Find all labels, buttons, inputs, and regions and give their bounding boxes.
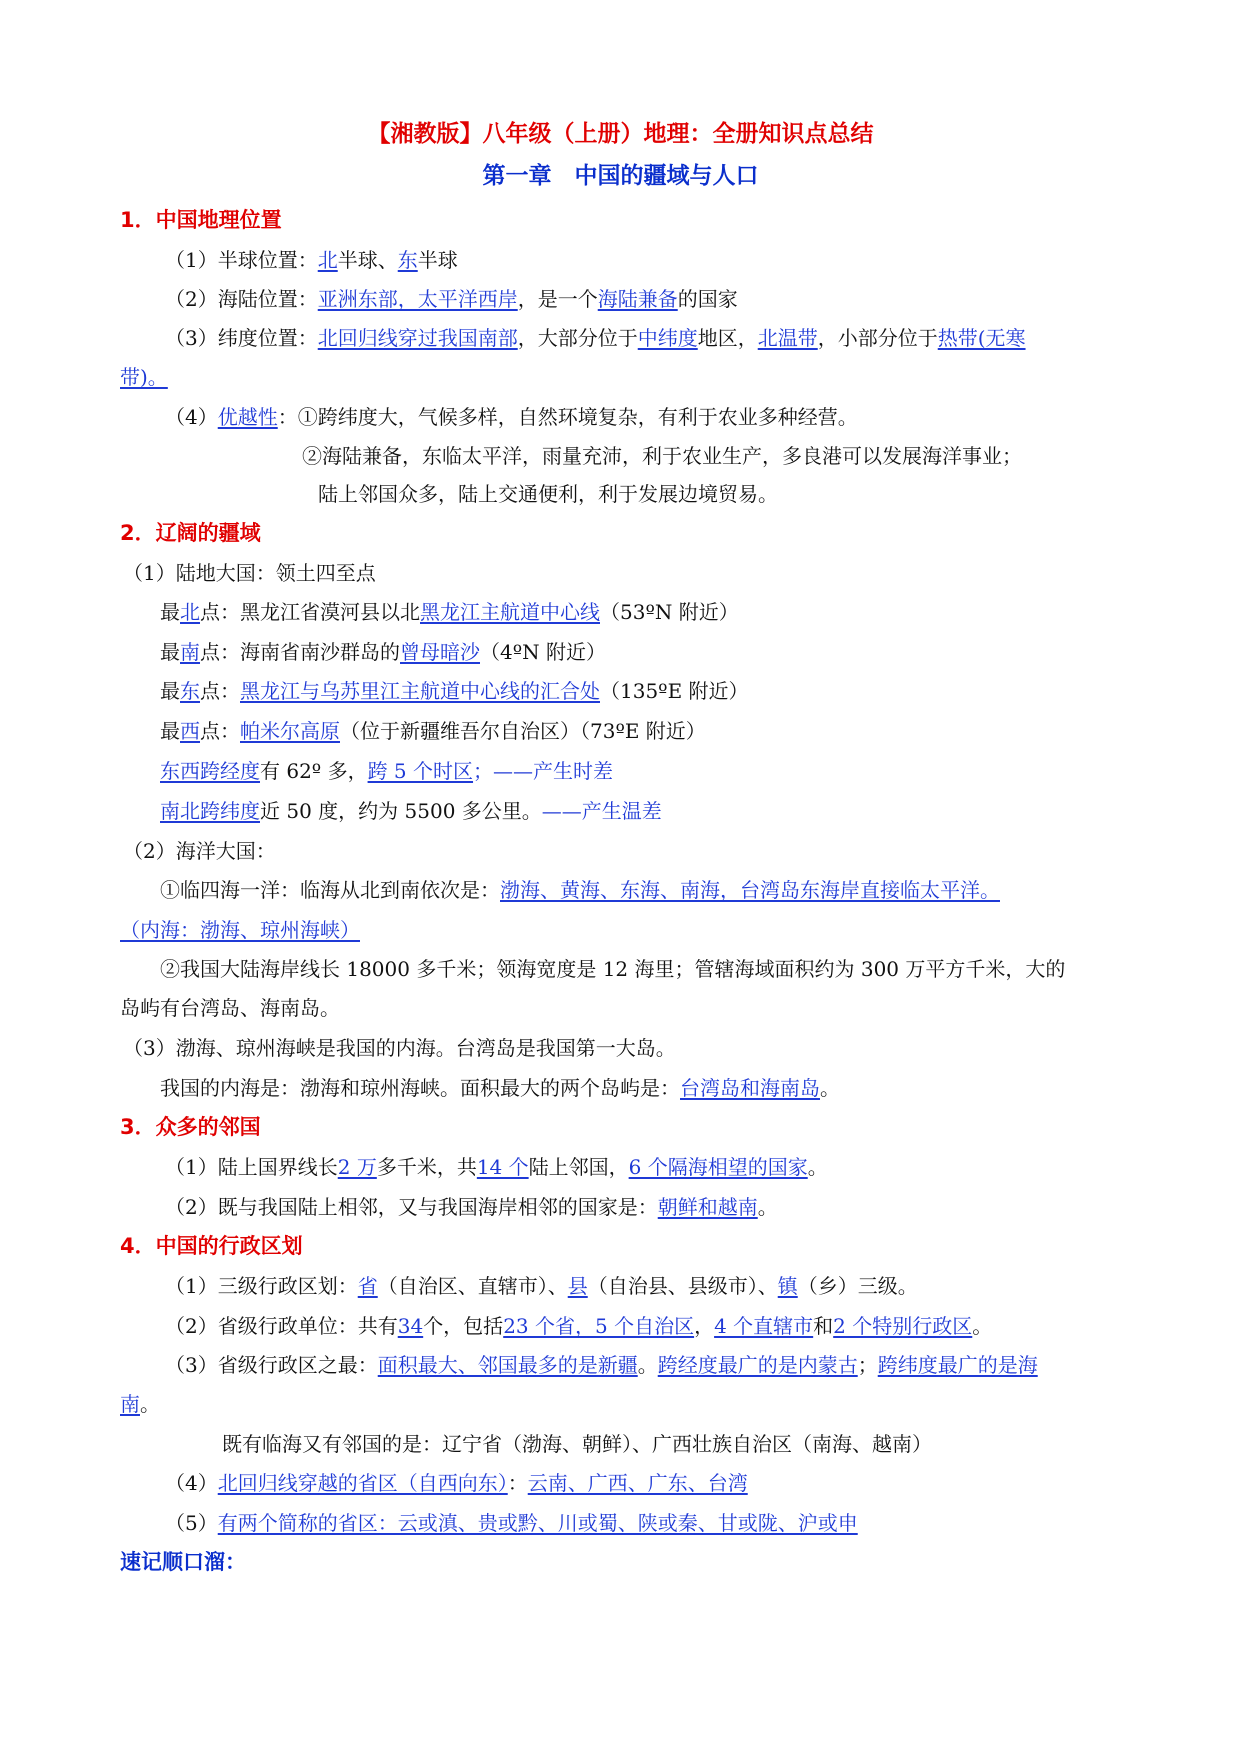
text: （位于新疆维吾尔自治区）（73ºE 附近）: [340, 719, 706, 743]
answer: 黑龙江与乌苏里江主航道中心线的汇合处: [240, 679, 600, 703]
text: （5）: [165, 1511, 218, 1535]
coastline-line-cont: 岛屿有台湾岛、海南岛。: [120, 996, 340, 1020]
text: （135ºE 附近）: [600, 679, 749, 703]
text: ；: [857, 1353, 878, 1377]
text: 最: [160, 719, 180, 743]
answer: 北: [317, 248, 338, 272]
section-4-heading: 4．中国的行政区划: [120, 1234, 303, 1258]
inner-sea-line: （3）渤海、琼州海峡是我国的内海。台湾岛是我国第一大岛。: [123, 1036, 676, 1060]
text: 有 62º 多，: [260, 759, 368, 783]
answer: 跨经度最广的是内蒙古: [657, 1353, 858, 1377]
text: （3）纬度位置：: [165, 326, 318, 350]
answer: 镇: [777, 1274, 798, 1298]
answer: 县: [567, 1274, 588, 1298]
text: 个，包括: [423, 1314, 504, 1338]
east-point-line: [160, 676, 1170, 706]
text: （3）省级行政区之最：: [165, 1353, 378, 1377]
text: （自治县、县级市）、: [587, 1274, 778, 1298]
north-point-line: [160, 597, 1170, 627]
chapter-heading: 第一章 中国的疆域与人口: [482, 163, 759, 189]
document-title: 【湘教版】八年级（上册）地理：全册知识点总结: [367, 121, 874, 147]
answer: 14 个: [476, 1155, 529, 1179]
answer: 东: [180, 679, 200, 703]
text: 。: [140, 1392, 160, 1416]
section-2-heading: 2．辽阔的疆域: [120, 521, 261, 545]
three-levels-line: [165, 1271, 1175, 1301]
text: 。: [972, 1314, 993, 1338]
text: （2）省级行政单位：共有: [165, 1314, 398, 1338]
text: 。: [807, 1155, 828, 1179]
text: 半球: [417, 248, 458, 272]
answer: 23 个省，5 个自治区: [503, 1314, 695, 1338]
answer: 海陆兼备: [597, 287, 678, 311]
answer: 曾母暗沙: [400, 640, 480, 664]
text: 我国的内海是：渤海和琼州海峡。面积最大的两个岛屿是：: [160, 1076, 680, 1100]
note: ；——产生时差: [473, 759, 614, 783]
text: （4）: [165, 405, 218, 429]
text: 地区，: [697, 326, 758, 350]
answer: 亚洲东部，太平洋西岸: [317, 287, 518, 311]
advantage-line-2: ②海陆兼备，东临太平洋，雨量充沛，利于农业生产，多良港可以发展海洋事业；: [302, 444, 1022, 468]
provincial-units-line: [165, 1311, 1175, 1341]
answer: 北回归线穿过我国南部: [317, 326, 518, 350]
text: ，是一个: [517, 287, 598, 311]
superlatives-line: [165, 1350, 1175, 1380]
answer: 4 个直辖市: [714, 1314, 814, 1338]
text: 点：: [200, 719, 240, 743]
text: ，: [694, 1314, 715, 1338]
answer: 南北跨纬度: [160, 799, 260, 823]
tropic-provinces-line: [165, 1468, 1175, 1498]
text: （1）三级行政区划：: [165, 1274, 358, 1298]
answer: 中纬度: [637, 326, 698, 350]
text: ：①跨纬度大，气候多样，自然环境复杂，有利于农业多种经营。: [277, 405, 858, 429]
text: （自治区、直辖市）、: [377, 1274, 568, 1298]
text: 和: [813, 1314, 834, 1338]
text: 点：: [200, 679, 240, 703]
text: 半球、: [337, 248, 398, 272]
answer: 面积最大、邻国最多的是新疆: [377, 1353, 638, 1377]
answer: 34: [397, 1314, 424, 1338]
answer: （内海：渤海、琼州海峡）: [120, 918, 360, 942]
answer: 带)。: [120, 365, 168, 389]
coastal-border-provinces-line: 既有临海又有邻国的是：辽宁省（渤海、朝鲜）、广西壮族自治区（南海、越南）: [222, 1432, 932, 1456]
abbreviations-line: [165, 1508, 1175, 1538]
latitude-line: [165, 323, 1175, 353]
answer: 黑龙江主航道中心线: [420, 600, 600, 624]
answer: 北温带: [757, 326, 818, 350]
seas-line-cont: [120, 915, 1130, 945]
text: 多千米，共: [376, 1155, 477, 1179]
text: ，小部分位于: [817, 326, 938, 350]
text: 。: [757, 1195, 778, 1219]
latitude-line-cont: [120, 362, 1130, 392]
answer: 南: [180, 640, 200, 664]
text: ：: [507, 1471, 528, 1495]
islands-line: [160, 1073, 1170, 1103]
text: （1）陆上国界线长: [165, 1155, 338, 1179]
answer: 跨 5 个时区: [367, 759, 474, 783]
advantage-line: [165, 402, 1175, 432]
text: （4ºN 附近）: [480, 640, 606, 664]
border-line: [165, 1152, 1175, 1182]
answer: 优越性: [217, 405, 278, 429]
answer: 东西跨经度: [160, 759, 260, 783]
text: （4）: [165, 1471, 218, 1495]
answer: 热带(无寒: [937, 326, 1026, 350]
text: 。: [820, 1076, 840, 1100]
text: 点：黑龙江省漠河县以北: [200, 600, 420, 624]
text: 陆上邻国，: [528, 1155, 629, 1179]
answer: 北回归线穿越的省区（自西向东）: [217, 1471, 508, 1495]
west-point-line: [160, 716, 1170, 746]
answer: 南: [120, 1392, 140, 1416]
text: （53ºN 附近）: [600, 600, 739, 624]
text: 最: [160, 640, 180, 664]
north-south-span-line: [160, 796, 1170, 826]
answer: 东: [397, 248, 418, 272]
ocean-country-line: （2）海洋大国：: [123, 839, 276, 863]
text: ，大部分位于: [517, 326, 638, 350]
answer: 省: [357, 1274, 378, 1298]
answer: 2 万: [337, 1155, 377, 1179]
south-point-line: [160, 637, 1170, 667]
text: （2）既与我国陆上相邻，又与我国海岸相邻的国家是：: [165, 1195, 658, 1219]
text: 的国家: [677, 287, 738, 311]
answer: 帕米尔高原: [240, 719, 340, 743]
sea-land-line: [165, 284, 1175, 314]
text: （2）海陆位置：: [165, 287, 318, 311]
land-country-line: （1）陆地大国：领土四至点: [123, 561, 376, 585]
advantage-line-3: 陆上邻国众多，陆上交通便利，利于发展边境贸易。: [318, 482, 778, 506]
answer: 朝鲜和越南: [657, 1195, 758, 1219]
superlatives-line-cont: [120, 1389, 1130, 1419]
section-3-heading: 3．众多的邻国: [120, 1115, 261, 1139]
note: ——产生温差: [541, 799, 662, 823]
text: 最: [160, 600, 180, 624]
answer: 2 个特别行政区: [833, 1314, 973, 1338]
text: ①临四海一洋：临海从北到南依次是：: [160, 878, 500, 902]
text: 点：海南省南沙群岛的: [200, 640, 400, 664]
east-west-span-line: [160, 756, 1170, 786]
coastline-line: ②我国大陆海岸线长 18000 多千米；领海宽度是 12 海里；管辖海域面积约为 300 万平方千米，大的: [160, 957, 1066, 981]
hemisphere-line: [165, 245, 1175, 275]
answer: 云南、广西、广东、台湾: [527, 1471, 748, 1495]
answer: 有两个简称的省区：云或滇、贵或黔、川或蜀、陕或秦、甘或陇、沪或申: [217, 1511, 858, 1535]
text: 最: [160, 679, 180, 703]
answer: 跨纬度最广的是海: [877, 1353, 1038, 1377]
answer: 西: [180, 719, 200, 743]
mnemonic-heading: 速记顺口溜：: [120, 1550, 246, 1574]
answer: 北: [180, 600, 200, 624]
text: （1）半球位置：: [165, 248, 318, 272]
text: 近 50 度，约为 5500 多公里。: [260, 799, 542, 823]
seas-line: [160, 875, 1170, 905]
text: （乡）三级。: [797, 1274, 918, 1298]
answer: 台湾岛和海南岛: [680, 1076, 820, 1100]
section-1-heading: 1．中国地理位置: [120, 208, 282, 232]
answer: 渤海、黄海、东海、南海，台湾岛东海岸直接临太平洋。: [500, 878, 1000, 902]
answer: 6 个隔海相望的国家: [628, 1155, 808, 1179]
neighbor-line: [165, 1192, 1175, 1222]
text: 。: [637, 1353, 658, 1377]
